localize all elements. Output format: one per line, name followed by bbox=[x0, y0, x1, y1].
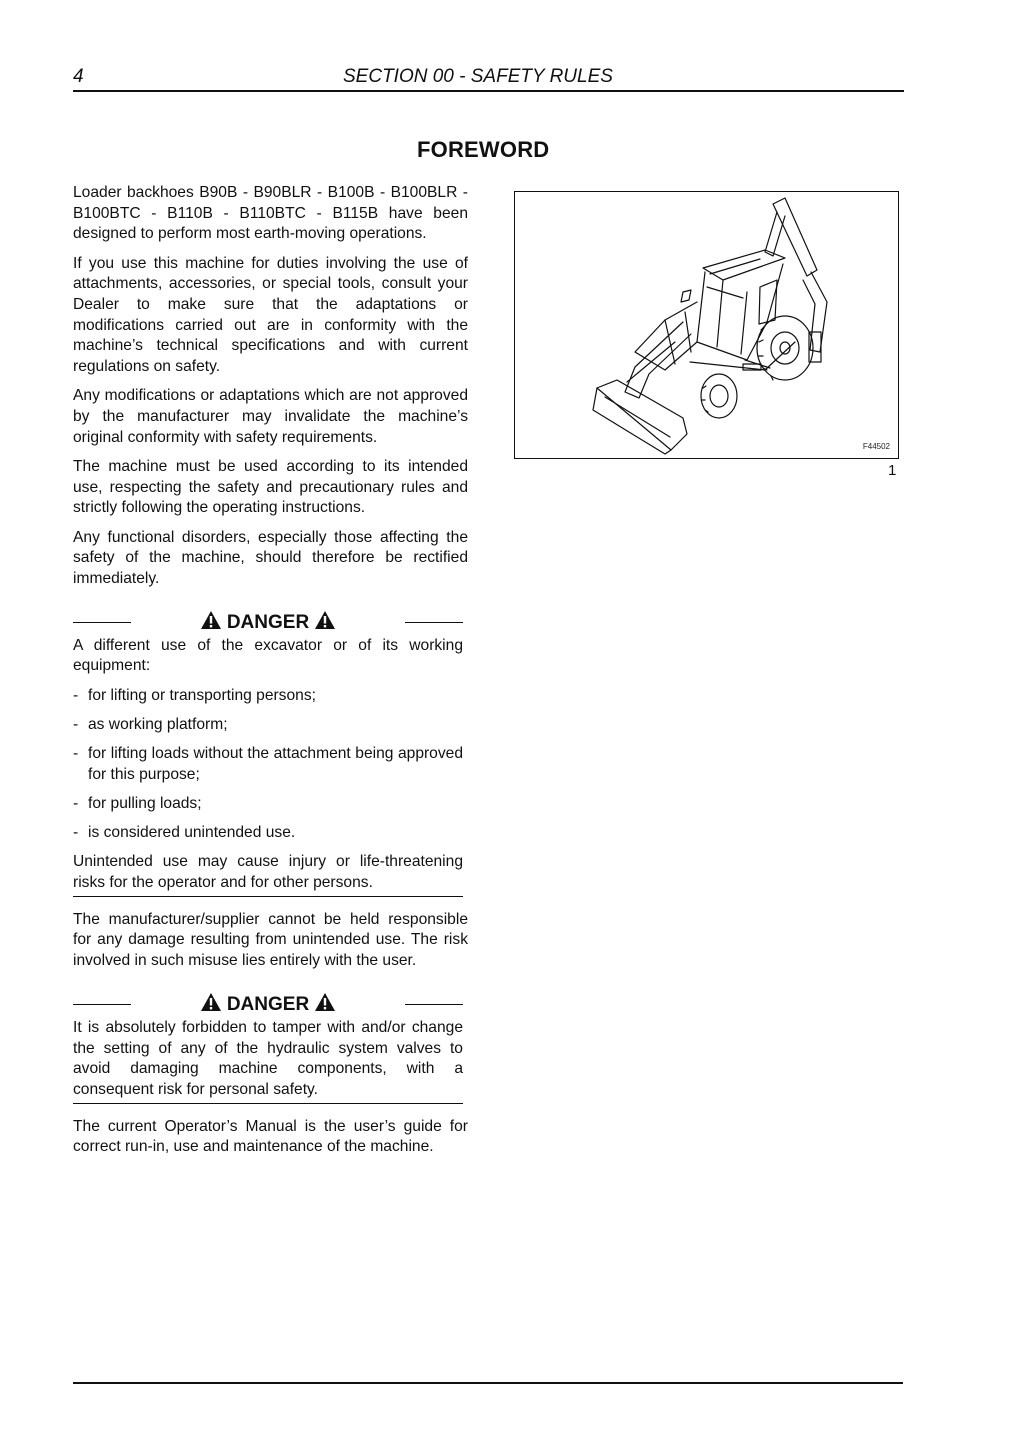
paragraph: The manufacturer/supplier cannot be held responsible for any damage resulting from unintended use. The risk involved in such misuse lies entirely with the user. bbox=[73, 910, 468, 970]
list-item: - for pulling loads; bbox=[73, 794, 202, 812]
warning-triangle-icon bbox=[200, 610, 222, 638]
danger-body bbox=[73, 636, 463, 897]
footer-rule bbox=[73, 1382, 903, 1384]
paragraph: If you use this machine for duties involving the use of attachments, accessories, or special tools, consult your Dealer to make sure that the adaptations or modifications carried out are in conformity with the machine’s technical specifications and with current regulations on safety. bbox=[73, 254, 468, 376]
danger-heading bbox=[73, 992, 463, 1018]
figure-code: F44502 bbox=[862, 442, 890, 451]
figure-frame bbox=[514, 191, 899, 459]
warning-triangle-icon bbox=[314, 610, 336, 638]
divider bbox=[405, 1004, 463, 1005]
danger-text: It is absolutely forbidden to tamper with and/or change the setting of any of the hydraulic system valves to avoid damaging machine components, with a consequent risk for personal safety. bbox=[73, 1018, 463, 1098]
list-item: - as working platform; bbox=[73, 715, 228, 733]
divider bbox=[405, 622, 463, 623]
danger-heading bbox=[73, 610, 463, 636]
page-number: 4 bbox=[73, 66, 84, 87]
page-title: FOREWORD bbox=[417, 137, 550, 162]
danger-closing: Unintended use may cause injury or life-threatening risks for the operator and for other persons. bbox=[73, 853, 463, 891]
warning-triangle-icon bbox=[200, 992, 222, 1020]
danger-notice-2 bbox=[73, 992, 463, 1104]
warning-triangle-icon bbox=[314, 992, 336, 1020]
list-item: - for lifting or transporting persons; bbox=[73, 686, 316, 704]
page-header bbox=[73, 66, 904, 92]
list-item: - is considered unintended use. bbox=[73, 824, 296, 842]
danger-body bbox=[73, 1018, 463, 1104]
divider bbox=[73, 1004, 131, 1005]
danger-notice-1 bbox=[73, 610, 463, 897]
list-item: - for lifting loads without the attachment being approved for this purpose; bbox=[73, 744, 463, 783]
section-title: SECTION 00 - SAFETY RULES bbox=[343, 66, 613, 87]
figure-number: 1 bbox=[888, 462, 897, 479]
paragraph: Any modifications or adaptations which are not approved by the manufacturer may invalidate the machine’s original conformity with safety requirements. bbox=[73, 387, 468, 446]
backhoe-loader-illustration bbox=[515, 192, 897, 457]
paragraph: Any functional disorders, especially those affecting the safety of the machine, should therefore be rectified immediately. bbox=[73, 528, 468, 587]
paragraph: The machine must be used according to its intended use, respecting the safety and precautionary rules and strictly following the operating instructions. bbox=[73, 457, 468, 517]
danger-intro: A different use of the excavator or of its working equipment: bbox=[73, 636, 463, 675]
text-column bbox=[73, 183, 468, 1167]
danger-label: DANGER bbox=[226, 611, 310, 633]
divider bbox=[73, 622, 131, 623]
paragraph: Loader backhoes B90B - B90BLR - B100B - B100BLR - B100BTC - B110B - B110BTC - B115B have been designed to perform most earth-moving operations. bbox=[73, 184, 468, 243]
danger-label: DANGER bbox=[226, 993, 310, 1015]
paragraph: The current Operator’s Manual is the user’s guide for correct run-in, use and maintenance of the machine. bbox=[73, 1117, 468, 1156]
